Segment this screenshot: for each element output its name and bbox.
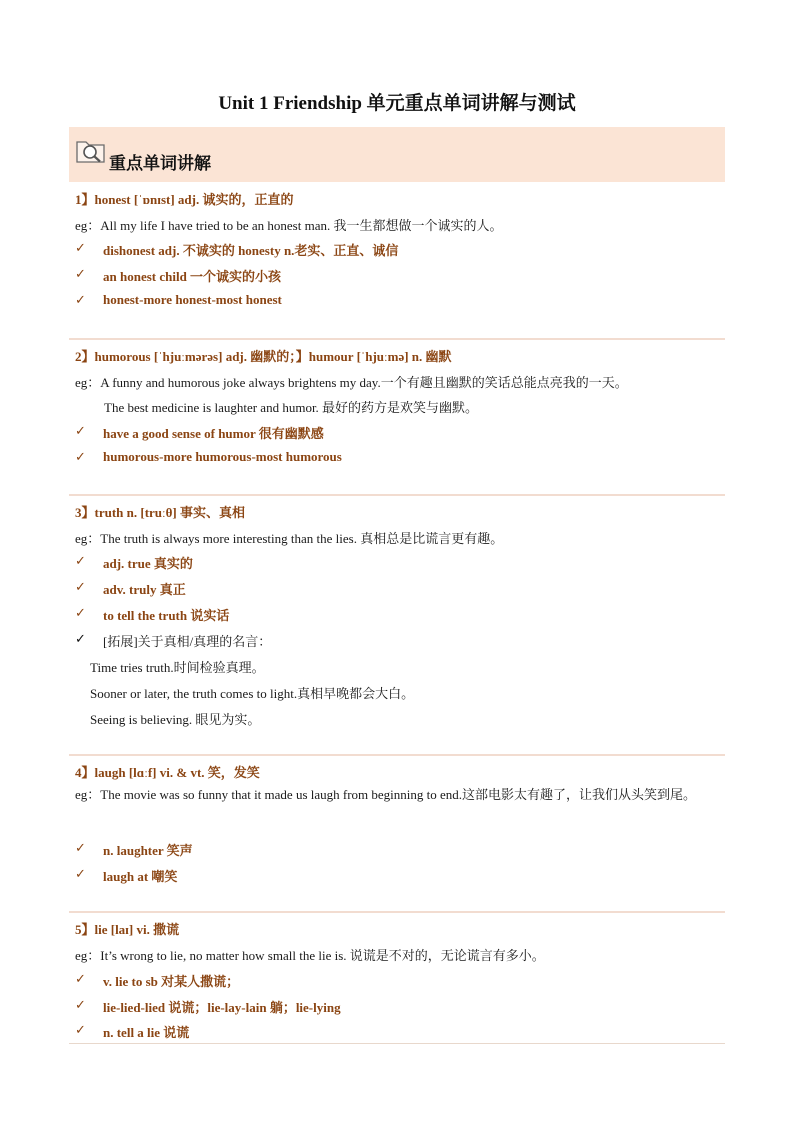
quote-line: Sooner or later, the truth comes to light.真相早晚都会大白。 (90, 686, 415, 701)
word-heading-honest: 1】honest [ˈɒnɪst] adj. 诚实的，正直的 (75, 192, 294, 207)
word-heading-lie: 5】lie [laɪ] vi. 撒谎 (75, 922, 180, 937)
divider (69, 1043, 725, 1044)
example-sentence: The best medicine is laughter and humor. 最好的药方是欢笑与幽默。 (104, 400, 479, 415)
bullet-item: adj. true 真实的 (103, 556, 193, 571)
bullet-item: dishonest adj. 不诚实的 honesty n.老实、正直、诚信 (103, 243, 399, 258)
check-icon: ✓ (75, 266, 86, 281)
quote-line: Time tries truth.时间检验真理。 (90, 660, 265, 675)
quote-line: Seeing is believing. 眼见为实。 (90, 712, 261, 727)
divider (69, 754, 725, 756)
check-icon: ✓ (75, 553, 86, 568)
check-icon: ✓ (75, 840, 86, 855)
check-icon: ✓ (75, 1022, 86, 1037)
divider (69, 494, 725, 496)
check-icon: ✓ (75, 997, 86, 1012)
example-sentence: eg：The movie was so funny that it made us laugh from beginning to end.这部电影太有趣了，让我们从头笑到尾。 (75, 787, 697, 802)
check-icon: ✓ (75, 240, 86, 255)
bullet-item: to tell the truth 说实话 (103, 608, 230, 623)
bullet-item: v. lie to sb 对某人撒谎； (103, 974, 240, 989)
word-heading-laugh: 4】laugh [lɑːf] vi. & vt. 笑，发笑 (75, 765, 260, 780)
bullet-item: honest-more honest-most honest (103, 292, 282, 307)
check-icon: ✓ (75, 579, 86, 594)
example-sentence: eg：The truth is always more interesting than the lies. 真相总是比谎言更有趣。 (75, 531, 504, 546)
magnifier-folder-icon (75, 137, 107, 165)
bullet-item: n. laughter 笑声 (103, 843, 193, 858)
check-icon: ✓ (75, 866, 86, 881)
word-heading-humorous: 2】humorous [ˈhjuːmərəs] adj. 幽默的；】humour [ˈhjuːmə] n. 幽默 (75, 349, 452, 364)
bullet-item: n. tell a lie 说谎 (103, 1025, 190, 1040)
bullet-item: adv. truly 真正 (103, 582, 186, 597)
divider (69, 338, 725, 340)
bullet-item: an honest child 一个诚实的小孩 (103, 269, 282, 284)
bullet-item: lie-lied-lied 说谎；lie-lay-lain 躺；lie-lying (103, 1000, 341, 1015)
check-icon: ✓ (75, 292, 86, 307)
page-title: Unit 1 Friendship 单元重点单词讲解与测试 (218, 93, 576, 114)
bullet-item: have a good sense of humor 很有幽默感 (103, 426, 324, 441)
bullet-item: humorous-more humorous-most humorous (103, 449, 342, 464)
section-banner (69, 127, 725, 182)
banner-title: 重点单词讲解 (109, 154, 211, 173)
word-heading-truth: 3】truth n. [truːθ] 事实、真相 (75, 505, 246, 520)
check-icon: ✓ (75, 449, 86, 464)
check-icon: ✓ (75, 631, 86, 646)
check-icon: ✓ (75, 605, 86, 620)
example-sentence: eg：A funny and humorous joke always brightens my day.一个有趣且幽默的笑话总能点亮我的一天。 (75, 375, 628, 390)
check-icon: ✓ (75, 423, 86, 438)
check-icon: ✓ (75, 971, 86, 986)
divider (69, 911, 725, 913)
bullet-item-extension: [拓展]关于真相/真理的名言： (103, 634, 272, 649)
bullet-item: laugh at 嘲笑 (103, 869, 178, 884)
example-sentence: eg：It’s wrong to lie, no matter how small the lie is. 说谎是不对的，无论谎言有多小。 (75, 948, 545, 963)
example-sentence: eg：All my life I have tried to be an honest man. 我一生都想做一个诚实的人。 (75, 218, 503, 233)
